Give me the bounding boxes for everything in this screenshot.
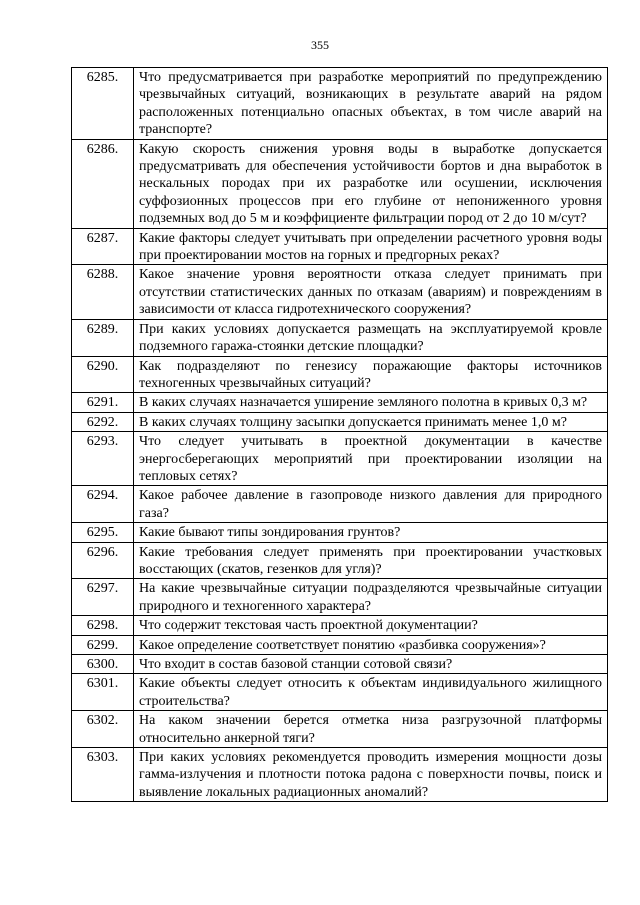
questions-table	[71, 67, 608, 802]
table-row	[72, 432, 608, 486]
question-text: Что входит в состав базовой станции сотовой связи?	[134, 655, 608, 674]
question-number: 6289.	[72, 319, 134, 356]
question-text: Какие факторы следует учитывать при определении расчетного уровня воды при проектировании мостов на горных и предгорных реках?	[134, 228, 608, 265]
question-number: 6292.	[72, 412, 134, 431]
table-row	[72, 265, 608, 319]
table-row	[72, 542, 608, 579]
table-row	[72, 319, 608, 356]
question-number: 6302.	[72, 711, 134, 748]
question-text: Что следует учитывать в проектной документации в качестве энергосберегающих мероприятий при проектировании изоляции на тепловых сетях?	[134, 432, 608, 486]
question-text: Какую скорость снижения уровня воды в выработке допускается предусматривать для обеспечения устойчивости бортов и дна выработок в нескальных породах при их разработке или осушении, исключения суффозионных процессов при его глубине от непониженного уровня подземных вод до 5 м и коэффициенте фильтрации пород от 2 до 10 м/сут?	[134, 139, 608, 228]
table-row	[72, 674, 608, 711]
question-text: На какие чрезвычайные ситуации подразделяются чрезвычайные ситуации природного и техногенного характера?	[134, 579, 608, 616]
table-row	[72, 228, 608, 265]
table-row	[72, 748, 608, 802]
question-number: 6290.	[72, 356, 134, 393]
question-number: 6287.	[72, 228, 134, 265]
question-number: 6294.	[72, 486, 134, 523]
question-number: 6300.	[72, 655, 134, 674]
question-text: В каких случаях толщину засыпки допускается принимать менее 1,0 м?	[134, 412, 608, 431]
table-row	[72, 635, 608, 654]
table-row	[72, 68, 608, 140]
question-text: В каких случаях назначается уширение земляного полотна в кривых 0,3 м?	[134, 393, 608, 412]
question-number: 6286.	[72, 139, 134, 228]
question-text: При каких условиях рекомендуется проводить измерения мощности дозы гамма-излучения и плотности потока радона с поверхности почвы, поиск и выявление локальных радиационных аномалий?	[134, 748, 608, 802]
page-number: 355	[311, 38, 329, 52]
question-text: Какие бывают типы зондирования грунтов?	[134, 523, 608, 542]
question-number: 6295.	[72, 523, 134, 542]
table-row	[72, 711, 608, 748]
question-text: Что содержит текстовая часть проектной документации?	[134, 616, 608, 635]
table-row	[72, 486, 608, 523]
question-number: 6296.	[72, 542, 134, 579]
question-text: На каком значении берется отметка низа разгрузочной платформы относительно анкерной тяги?	[134, 711, 608, 748]
question-number: 6298.	[72, 616, 134, 635]
table-row	[72, 655, 608, 674]
question-number: 6288.	[72, 265, 134, 319]
question-text: Какое рабочее давление в газопроводе низкого давления для природного газа?	[134, 486, 608, 523]
question-text: Как подразделяют по генезису поражающие факторы источников техногенных чрезвычайных ситуаций?	[134, 356, 608, 393]
table-row	[72, 356, 608, 393]
question-number: 6285.	[72, 68, 134, 140]
question-number: 6303.	[72, 748, 134, 802]
questions-table-body	[72, 68, 608, 802]
question-text: При каких условиях допускается размещать на эксплуатируемой кровле подземного гаража-стоянки детские площадки?	[134, 319, 608, 356]
question-number: 6293.	[72, 432, 134, 486]
question-number: 6291.	[72, 393, 134, 412]
table-row	[72, 523, 608, 542]
table-row	[72, 139, 608, 228]
question-number: 6297.	[72, 579, 134, 616]
question-text: Что предусматривается при разработке мероприятий по предупреждению чрезвычайных ситуаций, возникающих в результате аварий на рядом расположенных потенциально опасных объектах, в том числе аварий на транспорте?	[134, 68, 608, 140]
question-text: Какие объекты следует относить к объектам индивидуального жилищного строительства?	[134, 674, 608, 711]
table-row	[72, 412, 608, 431]
question-number: 6299.	[72, 635, 134, 654]
table-row	[72, 616, 608, 635]
question-text: Какое значение уровня вероятности отказа следует принимать при отсутствии статистических данных по отказам (авариям) и повреждениям в зависимости от класса гидротехнического сооружения?	[134, 265, 608, 319]
question-text: Какое определение соответствует понятию «разбивка сооружения»?	[134, 635, 608, 654]
question-number: 6301.	[72, 674, 134, 711]
question-text: Какие требования следует применять при проектировании участковых восстающих (скатов, гезенков для угля)?	[134, 542, 608, 579]
table-row	[72, 393, 608, 412]
table-row	[72, 579, 608, 616]
